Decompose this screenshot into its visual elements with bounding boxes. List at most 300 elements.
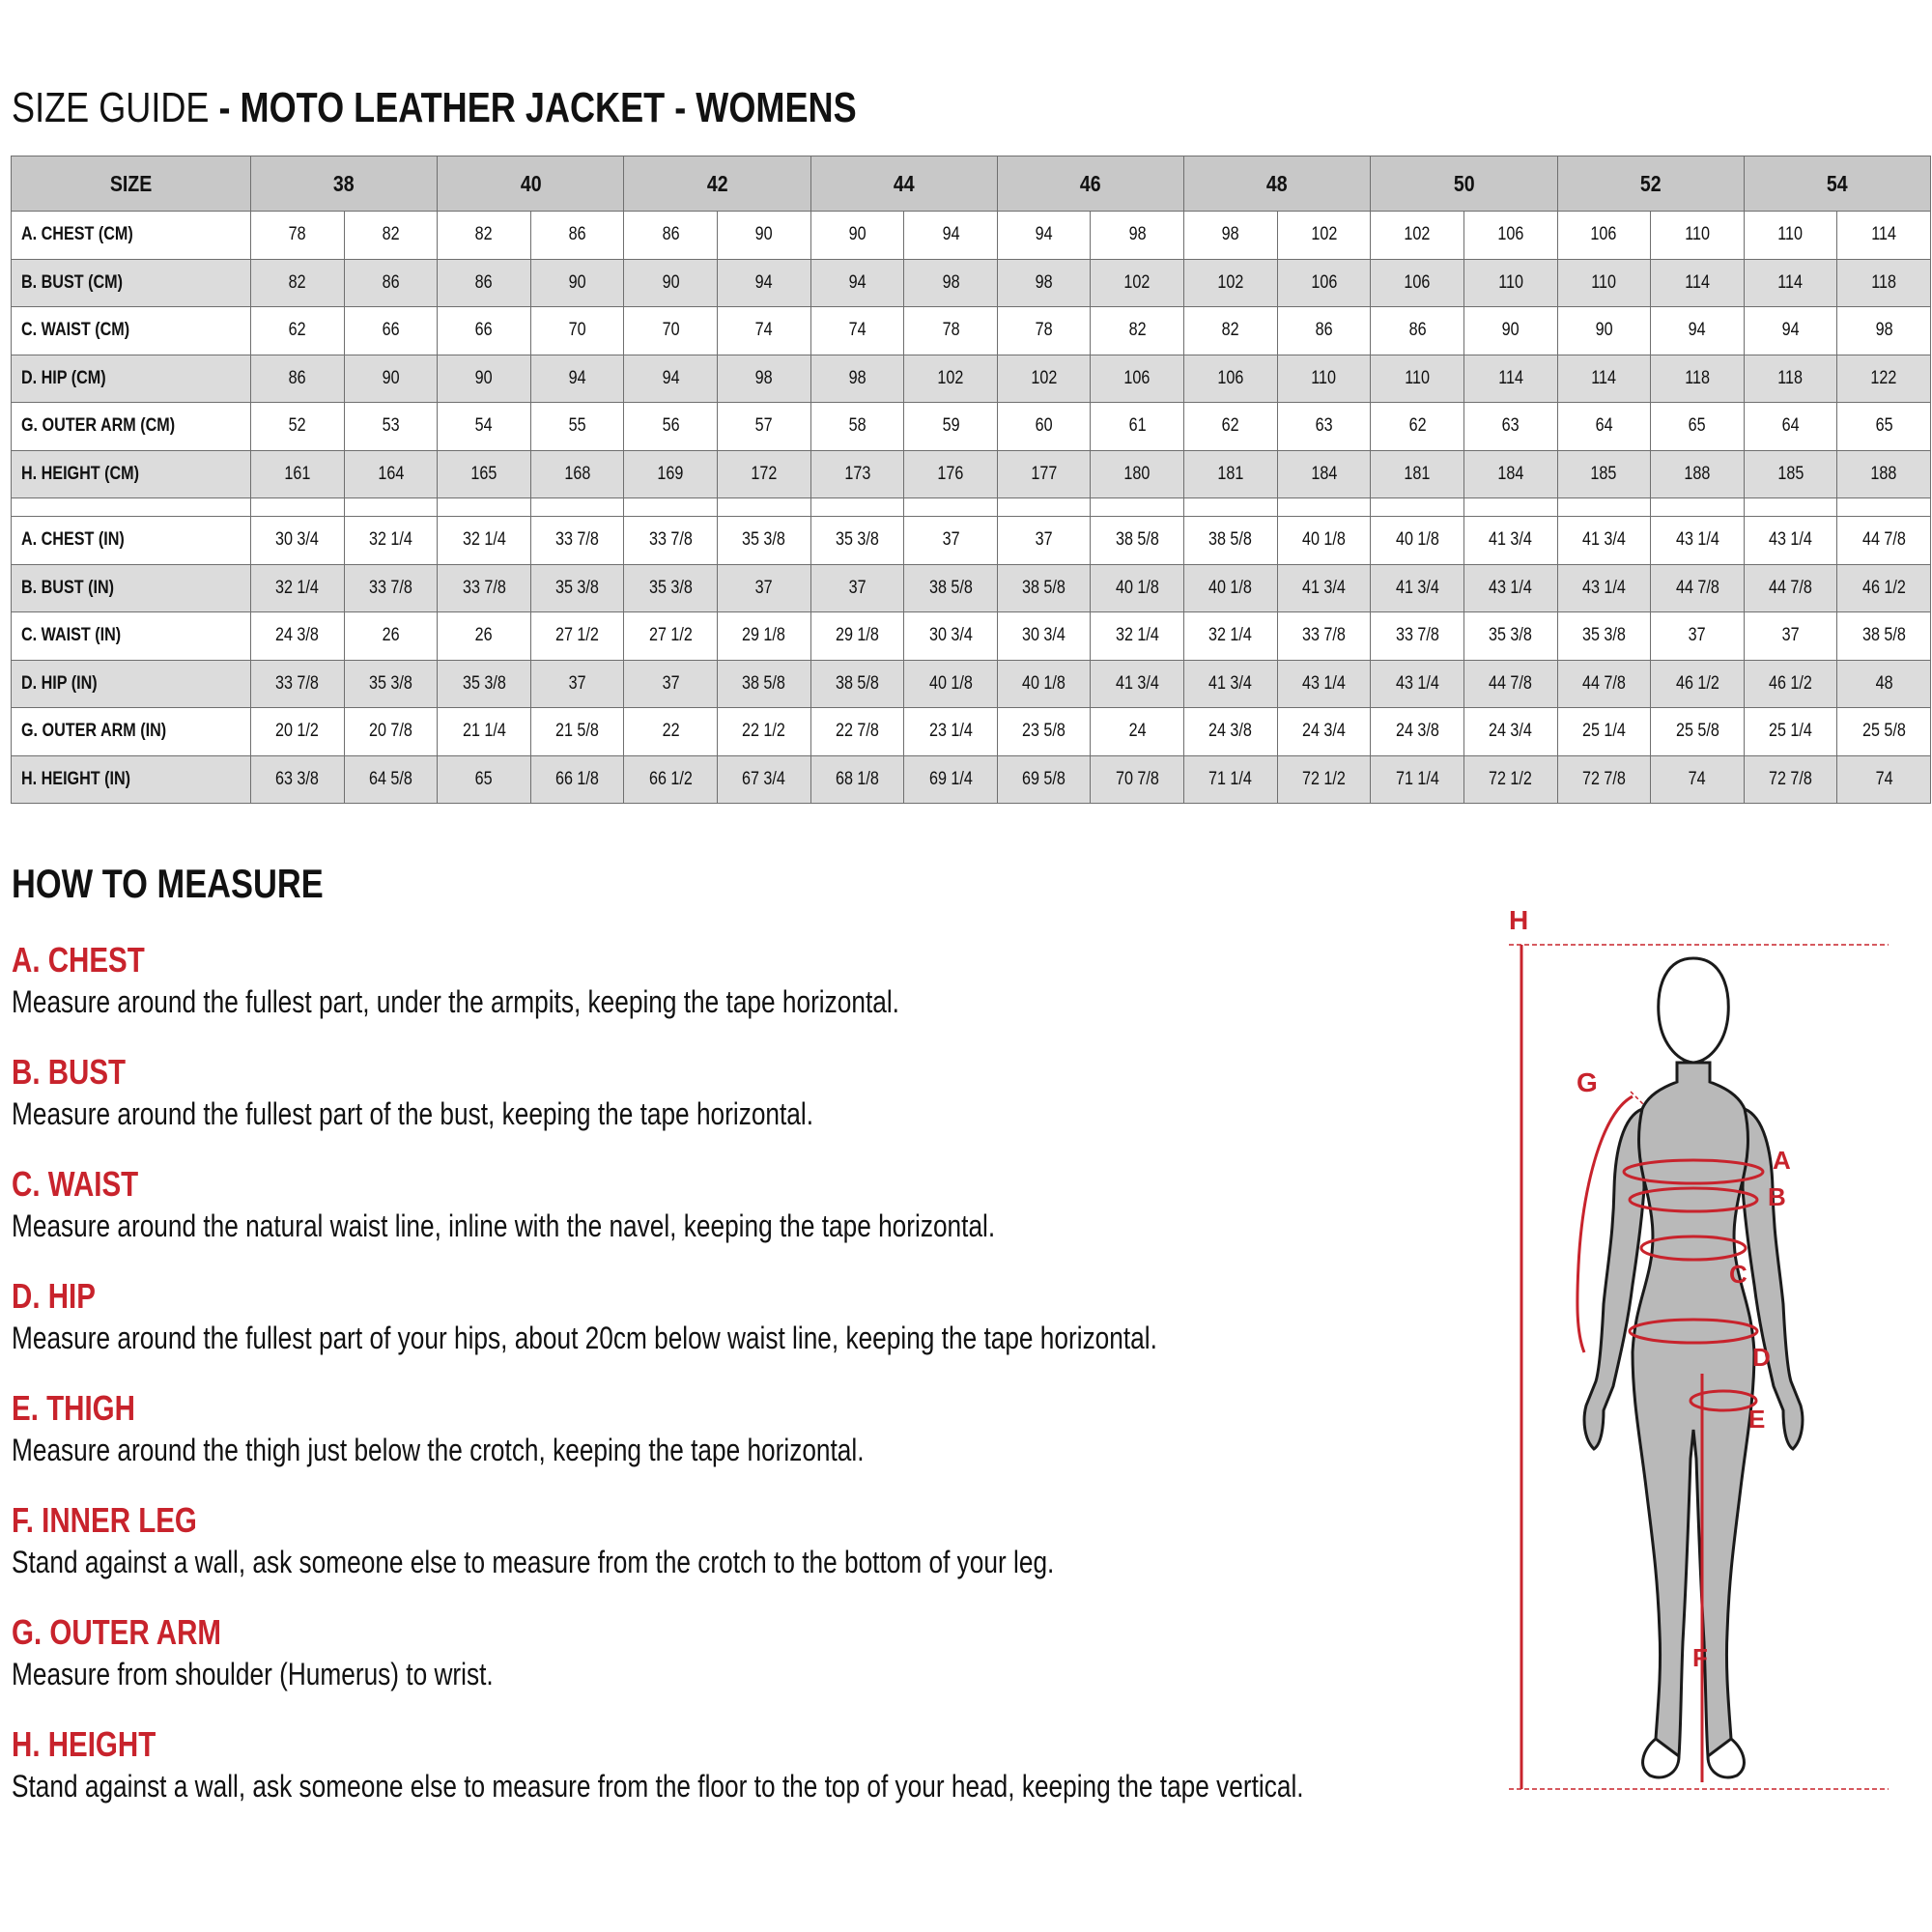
row-label: C. WAIST (IN) — [12, 612, 251, 661]
spacer-cell — [997, 498, 1091, 517]
table-cell: 65 — [1651, 403, 1745, 451]
table-cell: 102 — [1277, 212, 1371, 260]
table-cell: 22 7/8 — [810, 708, 904, 756]
table-cell: 90 — [810, 212, 904, 260]
table-cell: 33 7/8 — [1371, 612, 1464, 661]
table-cell: 66 — [438, 307, 531, 355]
table-cell: 35 3/8 — [624, 564, 718, 612]
table-cell: 62 — [251, 307, 345, 355]
label-h: H — [1509, 905, 1529, 935]
table-cell: 102 — [997, 355, 1091, 403]
table-cell: 30 3/4 — [904, 612, 998, 661]
table-header-row — [12, 156, 1931, 212]
table-cell: 106 — [1091, 355, 1184, 403]
table-cell: 69 5/8 — [997, 755, 1091, 804]
table-cell: 43 1/4 — [1651, 517, 1745, 565]
table-cell: 37 — [810, 564, 904, 612]
table-cell: 35 3/8 — [810, 517, 904, 565]
table-cell: 24 — [1091, 708, 1184, 756]
table-cell: 176 — [904, 450, 998, 498]
table-cell: 102 — [904, 355, 998, 403]
body-measurement-figure — [1488, 898, 1913, 1797]
table-cell: 44 7/8 — [1744, 564, 1837, 612]
table-cell: 37 — [530, 660, 624, 708]
table-cell: 35 3/8 — [1463, 612, 1557, 661]
table-cell: 56 — [624, 403, 718, 451]
table-cell: 64 5/8 — [344, 755, 438, 804]
table-cell: 86 — [438, 259, 531, 307]
table-row — [12, 564, 1931, 612]
measure-label: D. HIP — [12, 1276, 96, 1316]
row-label: B. BUST (IN) — [12, 564, 251, 612]
table-row — [12, 450, 1931, 498]
table-cell: 40 1/8 — [904, 660, 998, 708]
table-cell: 63 — [1277, 403, 1371, 451]
table-cell: 71 1/4 — [1371, 755, 1464, 804]
spacer-cell — [624, 498, 718, 517]
table-cell: 122 — [1837, 355, 1931, 403]
table-cell: 63 — [1463, 403, 1557, 451]
table-cell: 67 3/4 — [718, 755, 811, 804]
table-cell: 181 — [1184, 450, 1278, 498]
table-cell: 33 7/8 — [344, 564, 438, 612]
table-cell: 118 — [1651, 355, 1745, 403]
table-cell: 59 — [904, 403, 998, 451]
table-cell: 114 — [1463, 355, 1557, 403]
table-cell: 86 — [1371, 307, 1464, 355]
table-cell: 43 1/4 — [1371, 660, 1464, 708]
table-cell: 82 — [438, 212, 531, 260]
size-header-46: 46 — [997, 156, 1183, 212]
table-cell: 27 1/2 — [624, 612, 718, 661]
spacer-cell — [1463, 498, 1557, 517]
table-cell: 33 7/8 — [1277, 612, 1371, 661]
table-cell: 25 1/4 — [1744, 708, 1837, 756]
table-cell: 38 5/8 — [718, 660, 811, 708]
table-cell: 168 — [530, 450, 624, 498]
size-header-cell: SIZE — [12, 156, 251, 212]
table-cell: 114 — [1837, 212, 1931, 260]
table-cell: 40 1/8 — [1091, 564, 1184, 612]
table-cell: 20 7/8 — [344, 708, 438, 756]
table-cell: 38 5/8 — [997, 564, 1091, 612]
table-cell: 62 — [1184, 403, 1278, 451]
measure-description: Stand against a wall, ask someone else to measure from the floor to the top of your head, keeping the tape vertical. — [12, 1769, 1304, 1804]
table-cell: 48 — [1837, 660, 1931, 708]
table-cell: 94 — [624, 355, 718, 403]
table-cell: 90 — [718, 212, 811, 260]
table-cell: 161 — [251, 450, 345, 498]
table-cell: 98 — [997, 259, 1091, 307]
table-cell: 114 — [1651, 259, 1745, 307]
table-cell: 46 1/2 — [1837, 564, 1931, 612]
row-label: D. HIP (CM) — [12, 355, 251, 403]
table-cell: 38 5/8 — [1184, 517, 1278, 565]
measure-label: B. BUST — [12, 1052, 127, 1092]
table-cell: 90 — [1463, 307, 1557, 355]
table-cell: 72 1/2 — [1463, 755, 1557, 804]
measure-description: Measure around the fullest part, under the armpits, keeping the tape horizontal. — [12, 984, 899, 1019]
table-cell: 78 — [904, 307, 998, 355]
table-cell: 22 1/2 — [718, 708, 811, 756]
table-cell: 24 3/8 — [1184, 708, 1278, 756]
table-cell: 188 — [1651, 450, 1745, 498]
size-header-38: 38 — [251, 156, 438, 212]
table-cell: 70 7/8 — [1091, 755, 1184, 804]
measure-label: A. CHEST — [12, 940, 145, 980]
size-header-48: 48 — [1184, 156, 1371, 212]
table-cell: 98 — [1091, 212, 1184, 260]
table-cell: 82 — [251, 259, 345, 307]
table-cell: 172 — [718, 450, 811, 498]
table-cell: 32 1/4 — [438, 517, 531, 565]
table-cell: 106 — [1371, 259, 1464, 307]
table-cell: 110 — [1557, 259, 1651, 307]
label-d: D — [1752, 1343, 1771, 1372]
table-cell: 86 — [344, 259, 438, 307]
table-cell: 38 5/8 — [904, 564, 998, 612]
size-header-54: 54 — [1744, 156, 1930, 212]
table-cell: 26 — [438, 612, 531, 661]
table-cell: 118 — [1837, 259, 1931, 307]
how-to-measure-heading: HOW TO MEASURE — [12, 861, 324, 906]
table-cell: 43 1/4 — [1463, 564, 1557, 612]
row-label: C. WAIST (CM) — [12, 307, 251, 355]
table-cell: 102 — [1091, 259, 1184, 307]
table-cell: 53 — [344, 403, 438, 451]
table-cell: 65 — [1837, 403, 1931, 451]
size-header-50: 50 — [1371, 156, 1557, 212]
table-cell: 41 3/4 — [1277, 564, 1371, 612]
table-cell: 40 1/8 — [1277, 517, 1371, 565]
table-cell: 24 3/4 — [1277, 708, 1371, 756]
measure-description: Measure from shoulder (Humerus) to wrist. — [12, 1657, 494, 1691]
spacer-cell — [344, 498, 438, 517]
table-cell: 63 3/8 — [251, 755, 345, 804]
spacer-cell — [1371, 498, 1464, 517]
measure-label: H. HEIGHT — [12, 1724, 156, 1764]
table-cell: 185 — [1744, 450, 1837, 498]
label-a: A — [1773, 1146, 1791, 1175]
table-cell: 98 — [904, 259, 998, 307]
table-cell: 37 — [624, 660, 718, 708]
table-cell: 32 1/4 — [1091, 612, 1184, 661]
measure-item — [12, 1387, 1051, 1470]
table-cell: 86 — [251, 355, 345, 403]
table-cell: 173 — [810, 450, 904, 498]
measure-description: Measure around the thigh just below the crotch, keeping the tape horizontal. — [12, 1433, 865, 1467]
table-cell: 37 — [904, 517, 998, 565]
table-cell: 44 7/8 — [1651, 564, 1745, 612]
spacer-cell — [1837, 498, 1931, 517]
table-cell: 66 1/2 — [624, 755, 718, 804]
table-cell: 82 — [1091, 307, 1184, 355]
measure-label: G. OUTER ARM — [12, 1612, 222, 1652]
table-cell: 90 — [344, 355, 438, 403]
size-header-42: 42 — [624, 156, 810, 212]
table-cell: 32 1/4 — [251, 564, 345, 612]
spacer-cell — [1557, 498, 1651, 517]
row-label: A. CHEST (CM) — [12, 212, 251, 260]
table-cell: 180 — [1091, 450, 1184, 498]
table-cell: 33 7/8 — [251, 660, 345, 708]
table-row — [12, 403, 1931, 451]
table-cell: 43 1/4 — [1557, 564, 1651, 612]
table-cell: 38 5/8 — [810, 660, 904, 708]
spacer-cell — [1651, 498, 1745, 517]
table-cell: 86 — [530, 212, 624, 260]
table-cell: 94 — [718, 259, 811, 307]
table-cell: 78 — [997, 307, 1091, 355]
table-cell: 184 — [1463, 450, 1557, 498]
table-cell: 106 — [1557, 212, 1651, 260]
table-row — [12, 517, 1931, 565]
table-row — [12, 612, 1931, 661]
table-cell: 110 — [1371, 355, 1464, 403]
table-cell: 24 3/8 — [1371, 708, 1464, 756]
table-cell: 60 — [997, 403, 1091, 451]
table-cell: 44 7/8 — [1557, 660, 1651, 708]
table-cell: 90 — [1557, 307, 1651, 355]
table-cell: 110 — [1651, 212, 1745, 260]
table-cell: 24 3/4 — [1463, 708, 1557, 756]
measure-description: Measure around the fullest part of your hips, about 20cm below waist line, keeping the tape horizontal. — [12, 1321, 1157, 1355]
table-cell: 94 — [810, 259, 904, 307]
table-cell: 43 1/4 — [1744, 517, 1837, 565]
table-cell: 35 3/8 — [718, 517, 811, 565]
table-cell: 38 5/8 — [1091, 517, 1184, 565]
spacer-cell — [1277, 498, 1371, 517]
row-label: H. HEIGHT (IN) — [12, 755, 251, 804]
table-cell: 74 — [810, 307, 904, 355]
table-cell: 82 — [344, 212, 438, 260]
row-label: H. HEIGHT (CM) — [12, 450, 251, 498]
table-row — [12, 259, 1931, 307]
table-cell: 65 — [438, 755, 531, 804]
label-f: F — [1692, 1643, 1708, 1672]
table-cell: 106 — [1463, 212, 1557, 260]
table-cell: 40 1/8 — [997, 660, 1091, 708]
measure-description: Measure around the natural waist line, inline with the navel, keeping the tape horizontal. — [12, 1208, 996, 1243]
row-label: G. OUTER ARM (CM) — [12, 403, 251, 451]
table-cell: 30 3/4 — [251, 517, 345, 565]
measure-description: Measure around the fullest part of the bust, keeping the tape horizontal. — [12, 1096, 814, 1131]
table-cell: 94 — [1744, 307, 1837, 355]
label-g: G — [1577, 1067, 1598, 1097]
measure-item — [12, 1163, 1211, 1246]
table-cell: 106 — [1184, 355, 1278, 403]
table-cell: 55 — [530, 403, 624, 451]
table-cell: 21 1/4 — [438, 708, 531, 756]
size-table — [11, 156, 1930, 804]
table-cell: 35 3/8 — [1557, 612, 1651, 661]
table-cell: 90 — [624, 259, 718, 307]
table-cell: 44 7/8 — [1463, 660, 1557, 708]
table-cell: 74 — [1651, 755, 1745, 804]
table-cell: 165 — [438, 450, 531, 498]
table-cell: 62 — [1371, 403, 1464, 451]
table-cell: 94 — [904, 212, 998, 260]
table-cell: 169 — [624, 450, 718, 498]
figure-head — [1659, 958, 1728, 1063]
table-cell: 23 5/8 — [997, 708, 1091, 756]
table-row — [12, 660, 1931, 708]
spacer-cell — [530, 498, 624, 517]
table-cell: 46 1/2 — [1744, 660, 1837, 708]
table-cell: 61 — [1091, 403, 1184, 451]
table-cell: 21 5/8 — [530, 708, 624, 756]
table-cell: 86 — [1277, 307, 1371, 355]
table-cell: 98 — [718, 355, 811, 403]
table-cell: 66 1/8 — [530, 755, 624, 804]
table-cell: 35 3/8 — [530, 564, 624, 612]
table-cell: 106 — [1277, 259, 1371, 307]
table-cell: 94 — [530, 355, 624, 403]
table-cell: 35 3/8 — [344, 660, 438, 708]
row-label: D. HIP (IN) — [12, 660, 251, 708]
spacer-cell — [251, 498, 345, 517]
table-cell: 74 — [718, 307, 811, 355]
table-cell: 90 — [530, 259, 624, 307]
table-cell: 33 7/8 — [530, 517, 624, 565]
table-cell: 185 — [1557, 450, 1651, 498]
table-cell: 37 — [718, 564, 811, 612]
table-cell: 64 — [1744, 403, 1837, 451]
table-row — [12, 212, 1931, 260]
table-cell: 184 — [1277, 450, 1371, 498]
table-cell: 25 1/4 — [1557, 708, 1651, 756]
table-cell: 38 5/8 — [1837, 612, 1931, 661]
table-cell: 114 — [1557, 355, 1651, 403]
row-label: G. OUTER ARM (IN) — [12, 708, 251, 756]
table-cell: 40 1/8 — [1184, 564, 1278, 612]
table-cell: 94 — [997, 212, 1091, 260]
outer-arm-tick — [1631, 1092, 1644, 1105]
spacer-cell — [1744, 498, 1837, 517]
table-cell: 22 — [624, 708, 718, 756]
table-cell: 27 1/2 — [530, 612, 624, 661]
measure-item — [12, 1275, 1408, 1358]
row-label: A. CHEST (IN) — [12, 517, 251, 565]
table-cell: 32 1/4 — [1184, 612, 1278, 661]
table-cell: 33 7/8 — [624, 517, 718, 565]
table-cell: 68 1/8 — [810, 755, 904, 804]
table-cell: 74 — [1837, 755, 1931, 804]
measure-label: E. THIGH — [12, 1388, 135, 1428]
table-cell: 98 — [810, 355, 904, 403]
table-cell: 71 1/4 — [1184, 755, 1278, 804]
table-row — [12, 355, 1931, 403]
table-cell: 188 — [1837, 450, 1931, 498]
table-cell: 33 7/8 — [438, 564, 531, 612]
table-cell: 54 — [438, 403, 531, 451]
table-cell: 37 — [1651, 612, 1745, 661]
table-cell: 110 — [1744, 212, 1837, 260]
table-cell: 177 — [997, 450, 1091, 498]
table-cell: 46 1/2 — [1651, 660, 1745, 708]
table-cell: 64 — [1557, 403, 1651, 451]
table-cell: 98 — [1837, 307, 1931, 355]
table-cell: 52 — [251, 403, 345, 451]
table-cell: 37 — [997, 517, 1091, 565]
table-cell: 41 3/4 — [1184, 660, 1278, 708]
table-cell: 70 — [530, 307, 624, 355]
table-cell: 43 1/4 — [1277, 660, 1371, 708]
table-row — [12, 708, 1931, 756]
spacer-cell — [1184, 498, 1278, 517]
spacer-cell — [12, 498, 251, 517]
measure-item — [12, 939, 1094, 1022]
page-title — [12, 81, 1042, 135]
table-cell: 29 1/8 — [718, 612, 811, 661]
table-cell: 114 — [1744, 259, 1837, 307]
table-cell: 41 3/4 — [1463, 517, 1557, 565]
table-cell: 102 — [1371, 212, 1464, 260]
measure-item — [12, 1051, 989, 1134]
spacer-cell — [810, 498, 904, 517]
table-cell: 23 1/4 — [904, 708, 998, 756]
spacer-cell — [438, 498, 531, 517]
table-cell: 110 — [1277, 355, 1371, 403]
table-cell: 72 7/8 — [1557, 755, 1651, 804]
title-main: - MOTO LEATHER JACKET - WOMENS — [218, 84, 857, 131]
title-prefix: SIZE GUIDE — [12, 84, 210, 131]
table-cell: 164 — [344, 450, 438, 498]
table-cell: 41 3/4 — [1371, 564, 1464, 612]
measure-label: C. WAIST — [12, 1164, 139, 1204]
measure-description: Stand against a wall, ask someone else to measure from the crotch to the bottom of your leg. — [12, 1545, 1055, 1579]
table-cell: 181 — [1371, 450, 1464, 498]
table-cell: 82 — [1184, 307, 1278, 355]
table-cell: 40 1/8 — [1371, 517, 1464, 565]
measure-item — [12, 1499, 1283, 1582]
measure-label: F. INNER LEG — [12, 1500, 197, 1540]
table-cell: 78 — [251, 212, 345, 260]
table-cell: 118 — [1744, 355, 1837, 403]
measure-item — [12, 1611, 599, 1694]
table-cell: 41 3/4 — [1091, 660, 1184, 708]
table-cell: 25 5/8 — [1651, 708, 1745, 756]
table-cell: 94 — [1651, 307, 1745, 355]
measure-item — [12, 1723, 1587, 1806]
table-cell: 57 — [718, 403, 811, 451]
table-cell: 41 3/4 — [1557, 517, 1651, 565]
table-cell: 37 — [1744, 612, 1837, 661]
table-cell: 72 1/2 — [1277, 755, 1371, 804]
table-cell: 98 — [1184, 212, 1278, 260]
spacer-cell — [718, 498, 811, 517]
table-cell: 30 3/4 — [997, 612, 1091, 661]
size-header-40: 40 — [438, 156, 624, 212]
table-cell: 26 — [344, 612, 438, 661]
table-cell: 90 — [438, 355, 531, 403]
table-cell: 102 — [1184, 259, 1278, 307]
row-label: B. BUST (CM) — [12, 259, 251, 307]
table-spacer-row — [12, 498, 1931, 517]
table-cell: 25 5/8 — [1837, 708, 1931, 756]
table-cell: 20 1/2 — [251, 708, 345, 756]
table-row — [12, 755, 1931, 804]
table-cell: 24 3/8 — [251, 612, 345, 661]
table-cell: 35 3/8 — [438, 660, 531, 708]
spacer-cell — [904, 498, 998, 517]
table-cell: 66 — [344, 307, 438, 355]
table-cell: 86 — [624, 212, 718, 260]
table-cell: 72 7/8 — [1744, 755, 1837, 804]
table-cell: 70 — [624, 307, 718, 355]
table-cell: 110 — [1463, 259, 1557, 307]
table-cell: 69 1/4 — [904, 755, 998, 804]
